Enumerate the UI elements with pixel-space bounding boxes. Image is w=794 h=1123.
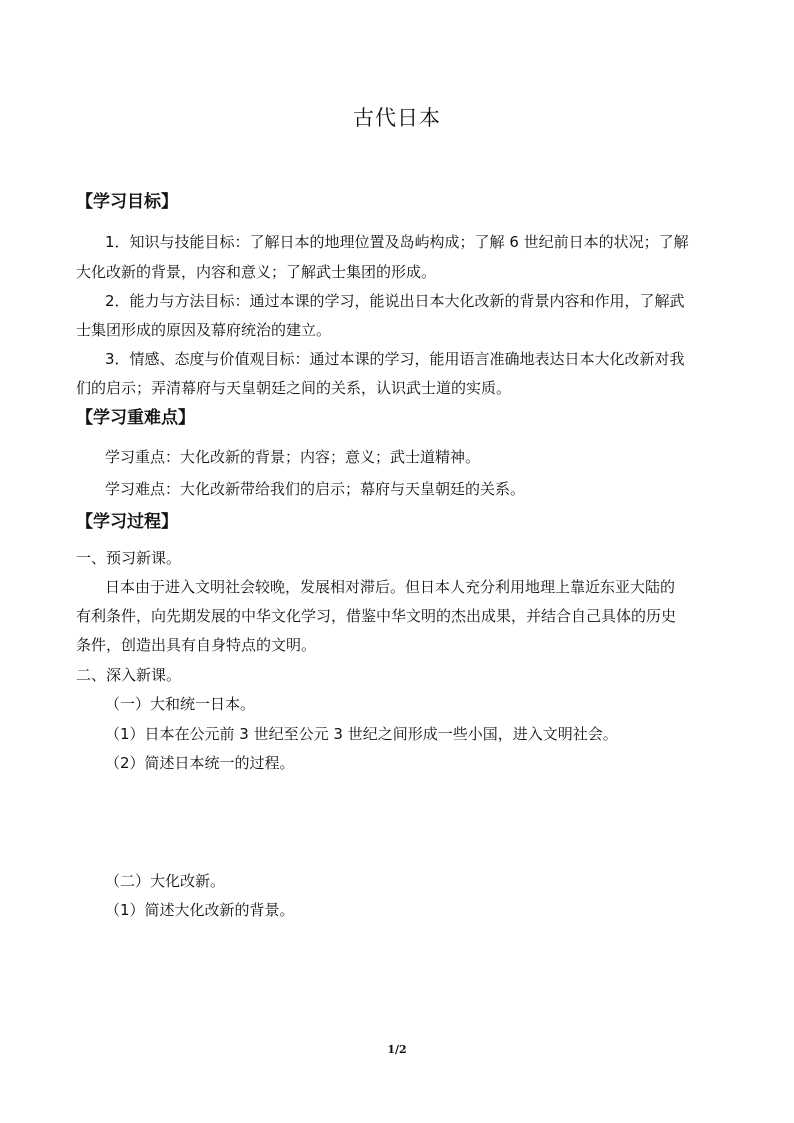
objective-1-line-1: 1．知识与技能目标：了解日本的地理位置及岛屿构成；了解 6 世纪前日本的状况；了解 — [105, 233, 689, 251]
process-heading: 【学习过程】 — [76, 512, 178, 532]
key-difficulty: 学习难点：大化改新带给我们的启示；幕府与天皇朝廷的关系。 — [105, 480, 526, 498]
objective-1-line-2: 大化改新的背景，内容和意义；了解武士集团的形成。 — [76, 263, 437, 281]
part1-paragraph-line-3: 条件，创造出具有自身特点的文明。 — [76, 636, 317, 654]
part1-title: 一、预习新课。 — [76, 549, 182, 567]
subsection-1-question-2: （2）简述日本统一的过程。 — [105, 754, 295, 772]
subsection-1-title: （一）大和统一日本。 — [105, 695, 256, 713]
subsection-2-title: （二）大化改新。 — [105, 872, 226, 890]
objective-3-line-1: 3．情感、态度与价值观目标：通过本课的学习，能用语言准确地表达日本大化改新对我 — [105, 350, 685, 368]
key-points-heading: 【学习重难点】 — [76, 408, 195, 428]
objective-3-line-2: 们的启示；弄清幕府与天皇朝廷之间的关系，认识武士道的实质。 — [76, 379, 512, 397]
document-title: 古代日本 — [353, 106, 441, 130]
page-number: 1/2 — [387, 1043, 407, 1056]
part2-title: 二、深入新课。 — [76, 666, 182, 684]
objective-2-line-2: 士集团形成的原因及幕府统治的建立。 — [76, 321, 332, 339]
subsection-2-question-1: （1）简述大化改新的背景。 — [105, 901, 295, 919]
part1-paragraph-line-2: 有利条件，向先期发展的中华文化学习，借鉴中华文明的杰出成果，并结合自己具体的历史 — [76, 607, 677, 625]
objectives-heading: 【学习目标】 — [76, 192, 178, 212]
objective-2-line-1: 2．能力与方法目标：通过本课的学习，能说出日本大化改新的背景内容和作用，了解武 — [105, 292, 685, 310]
key-focus: 学习重点：大化改新的背景；内容；意义；武士道精神。 — [105, 448, 481, 466]
part1-paragraph-line-1: 日本由于进入文明社会较晚，发展相对滞后。但日本人充分利用地理上靠近东亚大陆的 — [105, 578, 676, 596]
subsection-1-question-1: （1）日本在公元前 3 世纪至公元 3 世纪之间形成一些小国，进入文明社会。 — [105, 725, 618, 743]
